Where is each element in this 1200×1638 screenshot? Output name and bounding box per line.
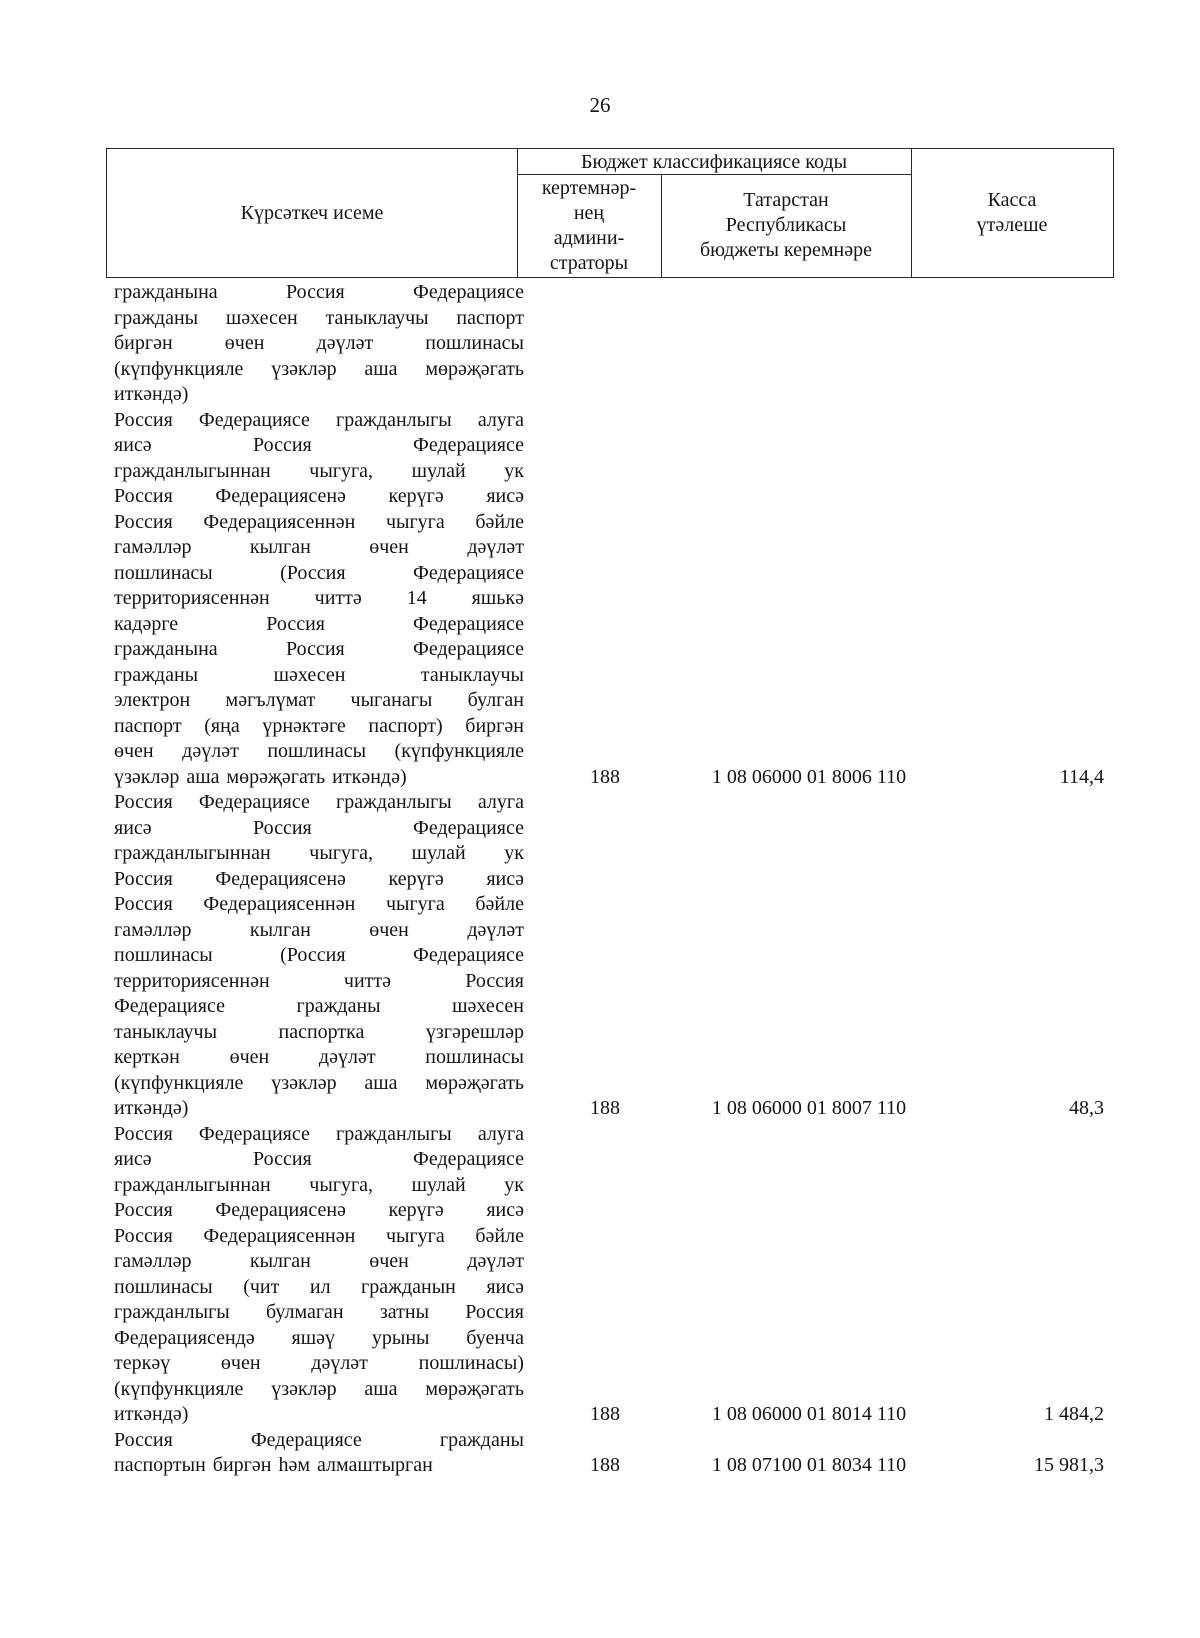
description-word: чыгуга, xyxy=(309,1173,374,1196)
description-word: үзәкләр xyxy=(271,1377,337,1400)
description-line xyxy=(114,1402,524,1428)
cash-amount-cell: 1 484,2 xyxy=(1044,1403,1104,1425)
description-line xyxy=(114,357,524,383)
description-word: алуга xyxy=(477,408,524,431)
description-word: дәүләт xyxy=(467,536,524,558)
description-word: чыгуга xyxy=(385,510,445,533)
description-word: (Россия xyxy=(280,561,346,584)
description-line xyxy=(114,1122,524,1148)
description-line xyxy=(114,1147,524,1173)
description-line xyxy=(114,1020,524,1046)
description-word: өчен xyxy=(229,1046,270,1068)
description-word: Россия xyxy=(114,1224,173,1247)
description-word: гамәлләр xyxy=(114,536,192,558)
description-word: керткән xyxy=(114,1046,180,1068)
description-word: биргән xyxy=(114,332,173,354)
description-word: үзәкләр xyxy=(271,357,337,380)
description-word: яисә xyxy=(486,485,524,507)
description-word: үзәкләр xyxy=(271,1071,337,1094)
description-line xyxy=(114,586,524,612)
description-word: ук xyxy=(504,1173,524,1196)
description-word: бәйле xyxy=(475,1224,524,1247)
description-word: иткәндә) xyxy=(114,1403,189,1425)
description-word: яисә xyxy=(486,867,524,890)
cash-amount-cell: 48,3 xyxy=(1069,1097,1104,1119)
description-word: затны xyxy=(379,1301,429,1323)
header-cash: Касса үтәлеше xyxy=(976,189,1048,236)
description-word: (күпфункцияле xyxy=(114,357,244,380)
description-word: чыгуга, xyxy=(309,842,374,864)
description-word: ук xyxy=(504,459,524,482)
description-word: урыны xyxy=(371,1326,430,1349)
description-line xyxy=(114,561,524,587)
description-line xyxy=(114,816,524,842)
description-line xyxy=(114,867,524,893)
description-word: Россия xyxy=(114,1199,173,1221)
description-word: Федерациясе xyxy=(413,281,524,303)
admin-code-cell: 188 xyxy=(590,1097,620,1119)
description-word: читтә xyxy=(314,587,362,609)
description-word: паспорт xyxy=(456,306,524,329)
description-word: шулай xyxy=(411,842,466,864)
description-line xyxy=(114,1377,524,1403)
description-word: Федерациясе xyxy=(198,1122,310,1145)
description-line xyxy=(114,510,524,536)
description-word: 14 xyxy=(406,587,427,609)
description-line xyxy=(114,1096,524,1122)
description-word: алуга xyxy=(477,791,524,813)
description-word: үзгәрешләр xyxy=(425,1020,524,1043)
description-line xyxy=(114,943,524,969)
description-word: Федерациясе xyxy=(413,561,524,584)
description-word: аша xyxy=(364,1071,398,1094)
header-indicator: Күрсәткеч исеме xyxy=(240,201,384,224)
description-word: (күпфункцияле xyxy=(394,740,524,762)
description-word: үзәкләр xyxy=(114,765,180,788)
description-word: Федерациясе xyxy=(114,995,225,1017)
description-word: паспортка xyxy=(278,1020,365,1043)
description-word: иткәндә) xyxy=(114,383,189,405)
description-line xyxy=(114,1351,524,1377)
description-word: читтә xyxy=(343,969,392,992)
description-word: (яңа xyxy=(204,714,240,737)
description-word: (күпфункцияле xyxy=(114,1071,244,1094)
description-word: яшәү xyxy=(291,1326,336,1349)
description-word: дәүләт xyxy=(467,918,524,941)
description-word: бәйле xyxy=(475,510,524,533)
description-word: (Россия xyxy=(280,944,346,966)
description-word: Россия xyxy=(114,510,173,533)
description-word: мөрәҗәгать xyxy=(425,1071,524,1094)
description-word: гражданлыгы xyxy=(336,791,452,813)
description-word: чыгуга, xyxy=(309,459,374,482)
description-word: гражданы xyxy=(439,1428,524,1451)
page-number: 26 xyxy=(589,93,611,117)
description-word: чыганагы xyxy=(350,689,433,711)
description-word: дәүләт xyxy=(318,1046,376,1068)
description-word: иткәндә) xyxy=(114,1097,189,1119)
description-line xyxy=(114,408,524,434)
description-word: шәхесен xyxy=(273,663,346,686)
description-word: кылган xyxy=(249,536,311,558)
description-word: Федерациясе xyxy=(413,944,524,966)
description-word: керүгә xyxy=(388,867,444,890)
description-word: Федерациясе xyxy=(413,434,524,456)
description-word: өчен xyxy=(224,332,265,354)
description-word: (күпфункцияле xyxy=(114,1377,244,1400)
description-word: гамәлләр xyxy=(114,918,192,941)
header-admin: кертемнәр- нең админи- страторы xyxy=(541,176,637,274)
budget-code-cell: 1 08 06000 01 8014 110 xyxy=(711,1403,907,1425)
description-word: Федерациясе xyxy=(413,638,524,660)
description-word: Федерациясенә xyxy=(215,1199,346,1221)
description-word: гражданлыгы xyxy=(336,1122,452,1145)
description-word: Федерациясеннән xyxy=(203,893,356,915)
description-word: Федерациясенә xyxy=(215,867,346,890)
budget-code-cell: 1 08 06000 01 8007 110 xyxy=(711,1097,907,1119)
description-word: өчен xyxy=(220,1352,261,1374)
description-word: Россия xyxy=(252,1148,312,1170)
admin-code-cell: 188 xyxy=(590,1403,620,1425)
description-word: шәхесен xyxy=(452,995,524,1017)
description-word: Федерациясе xyxy=(198,791,310,813)
description-word: Россия xyxy=(114,1428,173,1451)
description-word: өчен xyxy=(369,1250,409,1272)
description-word: территориясеннән xyxy=(114,587,270,609)
description-word: гражданына xyxy=(114,281,218,303)
description-line xyxy=(114,1249,524,1275)
description-word: Россия xyxy=(252,816,312,839)
description-line xyxy=(114,1045,524,1071)
description-line xyxy=(114,280,524,306)
header-budget-code-group: Бюджет классификациясе коды xyxy=(580,150,848,173)
description-word: һәм xyxy=(278,1454,310,1476)
description-word: алуга xyxy=(477,1122,524,1145)
description-word: гражданына xyxy=(114,638,218,660)
description-word: паспорт xyxy=(114,714,182,737)
description-word: бәйле xyxy=(475,893,524,915)
description-line xyxy=(114,765,524,791)
description-word: пошлинасы xyxy=(267,740,367,762)
description-word: дәүләт xyxy=(311,1352,368,1374)
description-word: Россия xyxy=(252,434,312,456)
description-word: теркәү xyxy=(114,1352,171,1374)
description-word: аша xyxy=(364,357,398,380)
description-word: Федерациясе xyxy=(250,1428,362,1451)
admin-code-cell: 188 xyxy=(590,765,620,788)
description-word: пошлинасы xyxy=(114,561,213,584)
description-word: территориясеннән xyxy=(114,969,270,992)
cash-amount-cell: 114,4 xyxy=(1059,765,1104,788)
description-word: (чит xyxy=(243,1275,280,1298)
description-word: мөрәҗәгать xyxy=(425,357,524,380)
description-word: пошлинасы xyxy=(114,944,213,966)
description-line xyxy=(114,739,524,765)
table-header xyxy=(106,148,1114,278)
description-word: Россия xyxy=(465,1301,524,1323)
description-word: Федерациясендә xyxy=(114,1326,255,1349)
description-word: Россия xyxy=(114,867,173,890)
description-word: дәүләт xyxy=(467,1250,524,1272)
description-word: паспорт) xyxy=(368,714,443,737)
description-word: керүгә xyxy=(388,1199,444,1221)
description-word: кылган xyxy=(249,918,311,941)
description-word: пошлинасы) xyxy=(418,1352,524,1374)
description-word: паспортын xyxy=(114,1454,206,1476)
description-line xyxy=(114,612,524,638)
description-word: яшькә xyxy=(471,587,524,609)
description-line xyxy=(114,433,524,459)
description-word: Россия xyxy=(114,485,173,507)
description-word: Федерациясенә xyxy=(215,485,346,507)
description-word: таныклаучы xyxy=(420,663,524,686)
description-line xyxy=(114,1326,524,1352)
budget-code-cell: 1 08 06000 01 8006 110 xyxy=(711,765,907,788)
description-word: булган xyxy=(467,689,524,711)
description-line xyxy=(114,714,524,740)
description-word: Россия xyxy=(285,281,345,303)
description-word: биргән xyxy=(465,714,524,737)
cash-amount-cell: 15 981,3 xyxy=(1034,1454,1104,1476)
description-word: таныклаучы xyxy=(325,306,429,329)
description-word: электрон xyxy=(114,689,191,711)
description-line xyxy=(114,688,524,714)
description-word: пошлинасы xyxy=(114,1275,213,1298)
description-word: өчен xyxy=(114,740,154,762)
description-word: керүгә xyxy=(388,485,444,507)
description-word: шулай xyxy=(411,1173,466,1196)
description-word: мөрәҗәгать xyxy=(425,1377,524,1400)
description-word: алмаштырган xyxy=(317,1454,433,1476)
description-word: өчен xyxy=(369,918,409,941)
description-word: Россия xyxy=(465,969,524,992)
header-budget-income: Татарстан Республикасы бюджеты керемнәре xyxy=(700,189,872,261)
description-word: Россия xyxy=(285,638,345,660)
description-word: кылган xyxy=(249,1250,311,1272)
description-word: яисә xyxy=(486,1275,524,1298)
description-word: Россия xyxy=(114,408,173,431)
description-line xyxy=(114,918,524,944)
description-word: чыгуга xyxy=(385,893,445,915)
description-word: яисә xyxy=(114,1148,152,1170)
description-word: өчен xyxy=(369,536,409,558)
description-line xyxy=(114,892,524,918)
description-word: яисә xyxy=(114,816,152,839)
description-word: биргән xyxy=(212,1454,272,1476)
description-word: Федерациясеннән xyxy=(203,510,356,533)
description-word: пошлинасы xyxy=(425,332,524,354)
description-line xyxy=(114,306,524,332)
description-word: шулай xyxy=(411,459,466,482)
description-word: Россия xyxy=(114,791,173,813)
description-line xyxy=(114,535,524,561)
description-line xyxy=(114,790,524,816)
description-word: Федерациясеннән xyxy=(203,1224,356,1247)
description-word: чыгуга xyxy=(385,1224,445,1247)
description-line xyxy=(114,459,524,485)
description-word: гражданы xyxy=(114,306,199,329)
description-line xyxy=(114,1275,524,1301)
description-word: гражданлыгыннан xyxy=(114,842,271,864)
description-word: аша xyxy=(364,1377,398,1400)
description-line xyxy=(114,1198,524,1224)
description-word: иткәндә) xyxy=(332,765,407,788)
description-word: Федерациясе xyxy=(413,1148,524,1170)
description-word: гражданы xyxy=(296,995,381,1017)
budget-code-cell: 1 08 07100 01 8034 110 xyxy=(711,1454,907,1476)
description-word: гражданлыгы xyxy=(336,408,452,431)
description-word: дәүләт xyxy=(316,332,374,354)
description-word: пошлинасы xyxy=(425,1046,524,1068)
description-word: Россия xyxy=(114,893,173,915)
description-word: гражданын xyxy=(361,1275,456,1298)
description-word: Федерациясе xyxy=(413,612,524,635)
description-word: яисә xyxy=(486,1199,524,1221)
description-line xyxy=(114,1300,524,1326)
description-line xyxy=(114,637,524,663)
description-line xyxy=(114,1428,524,1454)
description-line xyxy=(114,841,524,867)
description-word: аша xyxy=(186,765,220,788)
description-line xyxy=(114,1453,524,1479)
description-line xyxy=(114,663,524,689)
description-line xyxy=(114,1071,524,1097)
description-line xyxy=(114,1224,524,1250)
description-line xyxy=(114,484,524,510)
description-word: гражданлыгы xyxy=(114,1301,230,1323)
description-word: дәүләт xyxy=(182,740,239,762)
description-word: кадәрге xyxy=(114,612,179,635)
admin-code-cell: 188 xyxy=(590,1454,620,1476)
description-line xyxy=(114,331,524,357)
description-word: Россия xyxy=(114,1122,173,1145)
description-word: ук xyxy=(504,842,524,864)
description-word: мөрәҗәгать xyxy=(226,765,326,788)
description-word: буенча xyxy=(466,1326,524,1349)
description-word: шәхесен xyxy=(225,306,298,329)
description-word: булмаган xyxy=(265,1301,344,1323)
description-word: гамәлләр xyxy=(114,1250,192,1272)
description-word: гражданы xyxy=(114,663,199,686)
description-word: гражданлыгыннан xyxy=(114,1173,271,1196)
description-word: Федерациясе xyxy=(413,816,524,839)
description-line xyxy=(114,969,524,995)
description-word: Федерациясе xyxy=(198,408,310,431)
description-word: яисә xyxy=(114,434,152,456)
description-word: үрнәктәге xyxy=(262,714,346,737)
description-word: гражданлыгыннан xyxy=(114,459,271,482)
description-word: Россия xyxy=(266,612,325,635)
description-word: мәгълүмат xyxy=(225,689,316,711)
description-line xyxy=(114,382,524,408)
description-word: ил xyxy=(309,1275,331,1298)
description-line xyxy=(114,1173,524,1199)
description-word: таныклаучы xyxy=(114,1020,218,1043)
description-line xyxy=(114,994,524,1020)
